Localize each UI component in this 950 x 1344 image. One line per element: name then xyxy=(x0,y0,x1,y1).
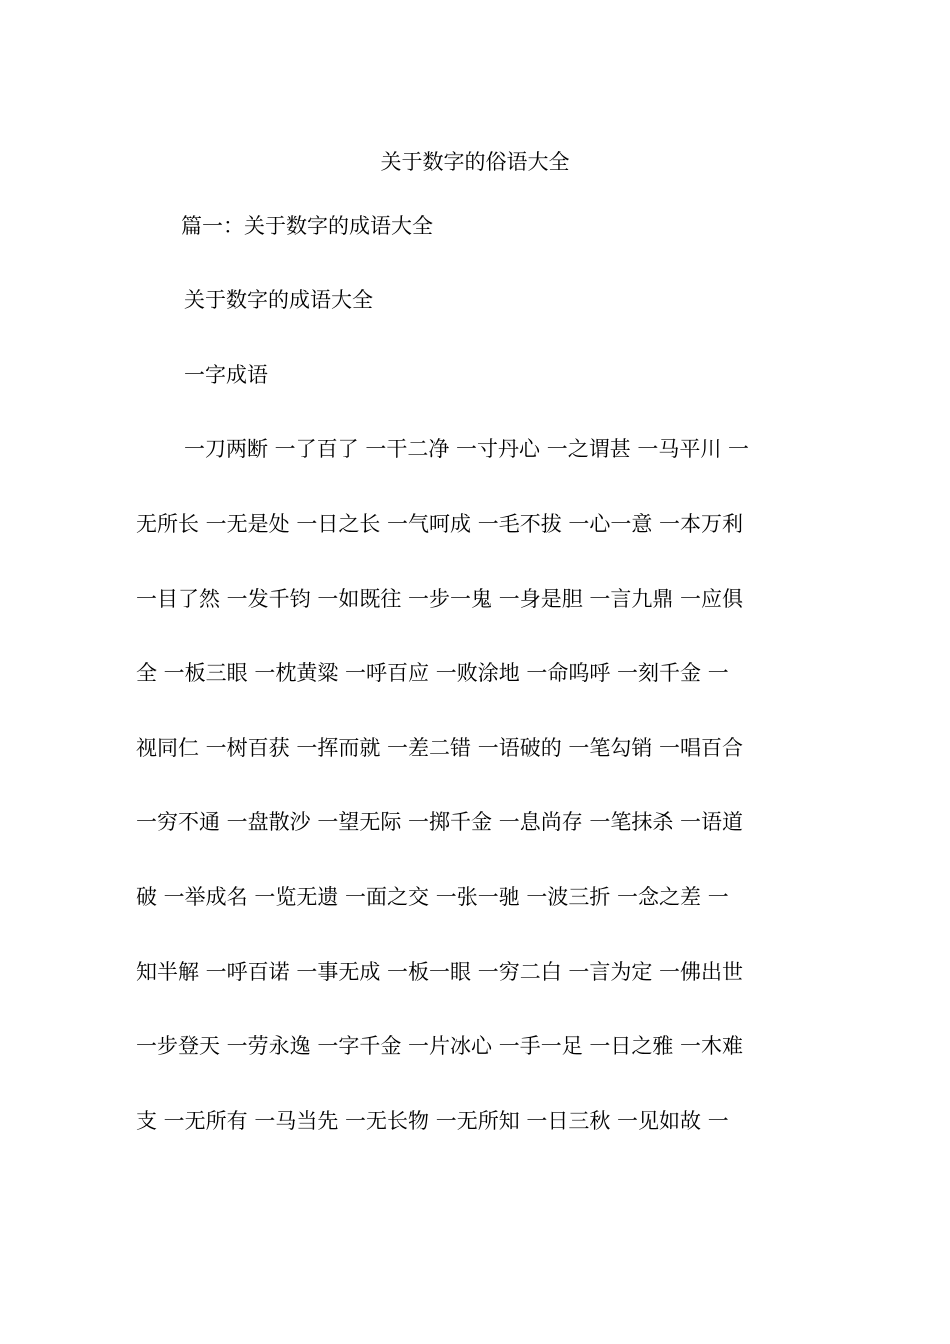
body-line: 全 一板三眼 一枕黄粱 一呼百应 一败涂地 一命呜呼 一刻千金 一 xyxy=(136,661,729,685)
section-heading: 篇一：关于数字的成语大全 xyxy=(181,214,433,238)
body-line: 一步登天 一劳永逸 一字千金 一片冰心 一手一足 一日之雅 一木难 xyxy=(136,1034,744,1058)
document-title: 关于数字的俗语大全 xyxy=(380,150,570,174)
body-line: 一目了然 一发千钧 一如既往 一步一鬼 一身是胆 一言九鼎 一应俱 xyxy=(136,587,744,611)
body-line: 破 一举成名 一览无遗 一面之交 一张一驰 一波三折 一念之差 一 xyxy=(136,885,729,909)
body-line: 知半解 一呼百诺 一事无成 一板一眼 一穷二白 一言为定 一佛出世 xyxy=(136,960,744,984)
category-label: 一字成语 xyxy=(184,363,268,387)
body-line: 视同仁 一树百获 一挥而就 一差二错 一语破的 一笔勾销 一唱百合 xyxy=(136,736,744,760)
subheading: 关于数字的成语大全 xyxy=(184,288,373,312)
body-line: 一穷不通 一盘散沙 一望无际 一掷千金 一息尚存 一笔抹杀 一语道 xyxy=(136,810,744,834)
body-line: 一刀两断 一了百了 一干二净 一寸丹心 一之谓甚 一马平川 一 xyxy=(184,437,750,461)
body-line: 无所长 一无是处 一日之长 一气呵成 一毛不拔 一心一意 一本万利 xyxy=(136,512,744,536)
body-line: 支 一无所有 一马当先 一无长物 一无所知 一日三秋 一见如故 一 xyxy=(136,1109,729,1133)
